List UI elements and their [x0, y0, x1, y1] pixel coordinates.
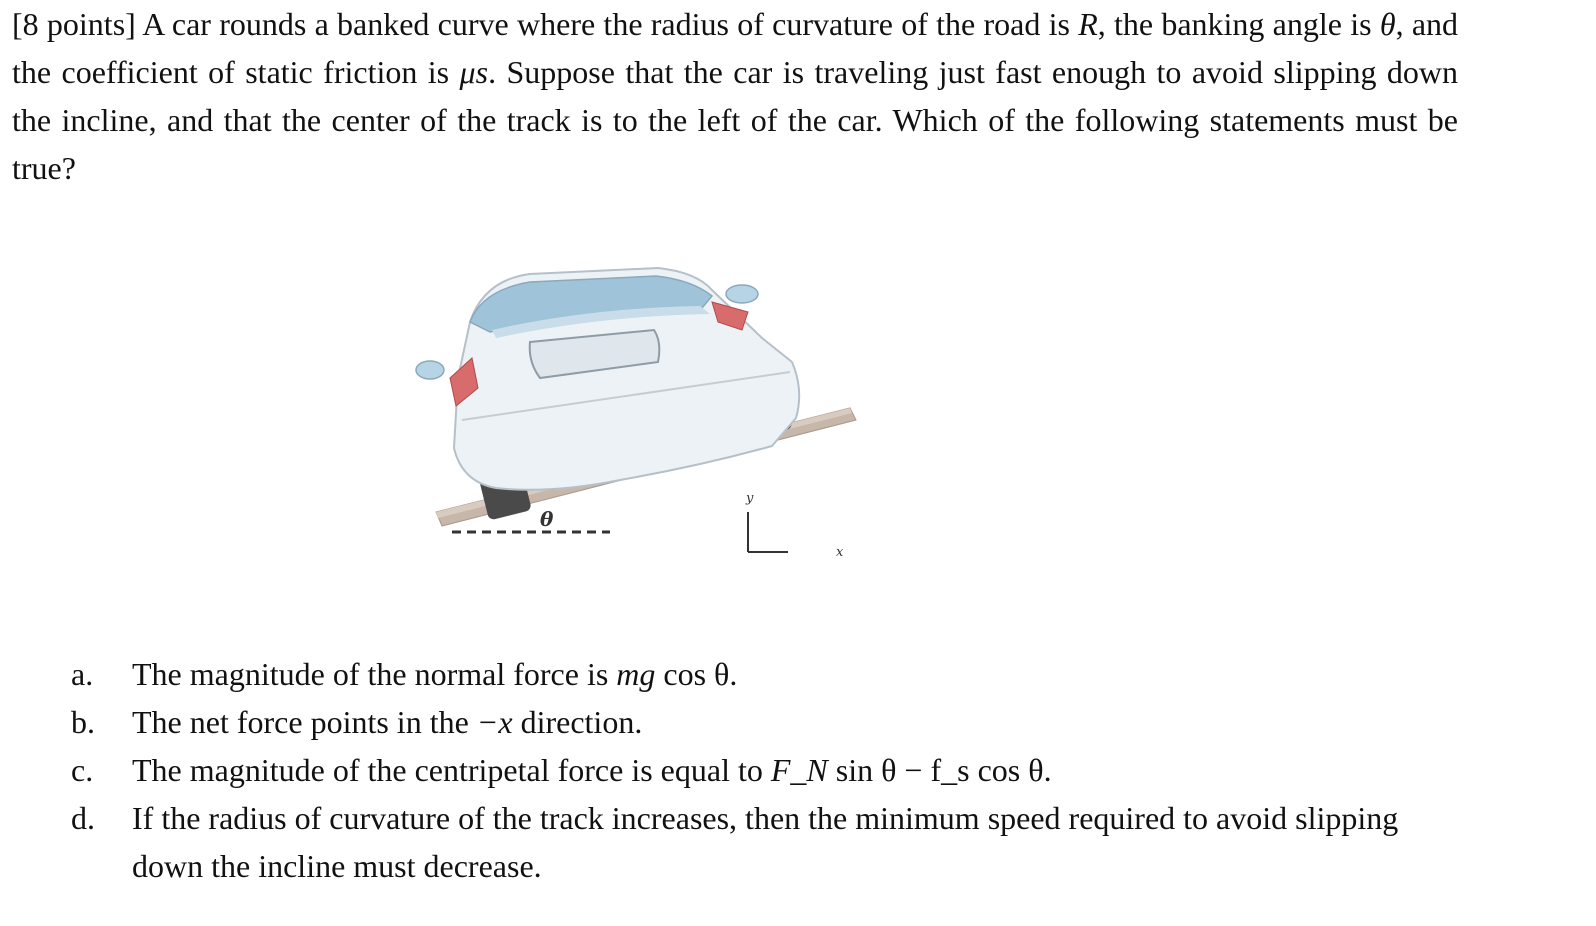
answer-options	[0, 650, 1596, 890]
option-text-post: cos θ.	[655, 656, 738, 692]
theta-symbol: θ	[1379, 6, 1396, 42]
option-letter: a.	[71, 656, 94, 692]
option-text: The net force points in the	[132, 704, 477, 740]
option-d[interactable]	[0, 794, 1452, 890]
option-math: mg	[616, 656, 656, 692]
mu-symbol: μs	[459, 54, 489, 90]
option-text: The magnitude of the normal force is	[132, 656, 617, 692]
angle-label: θ	[540, 507, 554, 531]
question-suffix: . Suppose that the car is traveling just fast enough to avoid slipping down the incline, and that the center of the track is to the left of the car. Which of the following statements must be true?	[12, 54, 1459, 186]
question-mid1: , the banking angle is	[1097, 6, 1380, 42]
option-letter: b.	[71, 704, 95, 740]
right-mirror	[726, 285, 758, 303]
option-text-post: direction.	[512, 704, 643, 740]
option-c[interactable]	[0, 746, 1452, 794]
question-prefix: [8 points] A car rounds a banked curve where the radius of curvature of the road is	[12, 6, 1079, 42]
option-text: If the radius of curvature of the track increases, then the minimum speed required to avoid slipping down the incline must decrease.	[132, 800, 1399, 884]
option-letter: c.	[71, 752, 94, 788]
option-letter: d.	[71, 800, 95, 836]
x-axis-label: x	[836, 545, 844, 560]
question-text	[12, 0, 1458, 192]
option-math: F_N	[770, 752, 828, 788]
option-b[interactable]	[0, 698, 1452, 746]
option-text-post: sin θ − f_s cos θ.	[827, 752, 1052, 788]
banked-curve-figure	[400, 250, 900, 590]
option-text: The magnitude of the centripetal force is equal to	[132, 752, 771, 788]
left-mirror	[416, 361, 444, 379]
option-math: −x	[476, 704, 513, 740]
question-mid2: , and the coefficient of static friction is	[12, 6, 1459, 90]
radius-symbol: R	[1078, 6, 1098, 42]
option-a[interactable]	[0, 650, 1452, 698]
y-axis-label: y	[746, 491, 754, 506]
car-on-incline-illustration	[400, 250, 900, 590]
